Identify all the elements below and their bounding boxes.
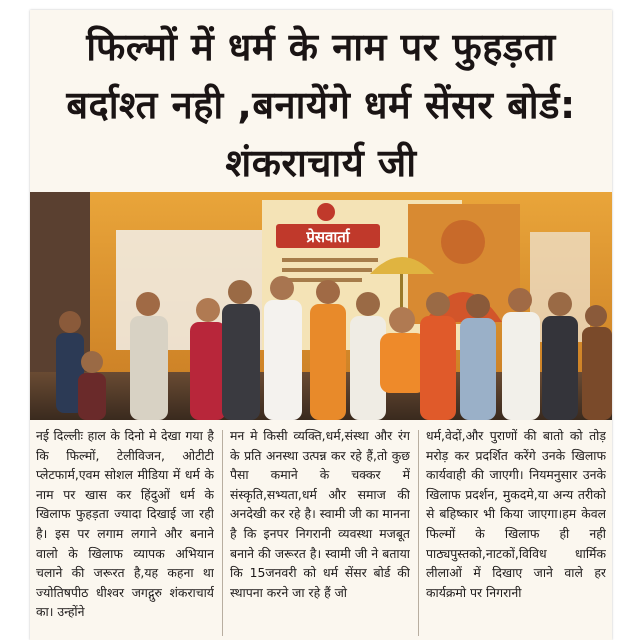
- column-divider: [222, 430, 223, 636]
- person: [78, 351, 106, 420]
- people-group: [56, 276, 612, 420]
- headline-line-3: शंकराचार्य जी: [225, 141, 417, 185]
- headline-line-1: फिल्मों में धर्म के नाम पर फुहड़ता: [86, 25, 556, 69]
- headline: [30, 10, 612, 192]
- column-3-text: धर्म,वेदों,और पुराणों की बातो को तोड़ मरोड़ कर प्रदर्शित करेंगे उनके खिलाफ कार्यवाही की जाएगी। नियमनुसार उनके खिलाफ प्रदर्शन, मुकदमे,या अन्य तरीको से बहिष्कार भी किया जाएगा।हम केवल फिल्मों के खिलाफ ही नही पाठ्यपुस्तको,नाटकों,विविध धार्मिक लीलाओं में दिखाए जाने वाले हर कार्यक्रमो पर निगरानी: [426, 428, 606, 600]
- banner-text-line: [282, 258, 378, 262]
- article-body: [30, 426, 612, 640]
- emblem-icon: [317, 203, 335, 221]
- column-divider: [418, 430, 419, 636]
- headline-line-2: बर्दाश्त नही ,बनायेंगे धर्म सेंसर बोर्ड:: [66, 83, 576, 127]
- article-column-1: [36, 426, 214, 640]
- photo-illustration: [30, 192, 612, 420]
- article-column-3: [426, 426, 606, 640]
- banner-text-line: [282, 278, 362, 282]
- banner-text-line: [282, 268, 372, 272]
- press-banner-label: प्रेसवार्ता: [306, 228, 350, 246]
- press-conference-photo: [30, 192, 612, 420]
- newspaper-clipping: [30, 10, 612, 640]
- article-column-2: [230, 426, 410, 640]
- column-2-text: मन मे किसी व्यक्ति,धर्म,संस्था और रंग के प्रति अनस्था उत्पन्न कर रहे हैं,तो कुछ पैसा कमाने के चक्कर में संस्कृति,सभ्यता,धर्म और समाज की अनदेखी कर रहे है। स्वामी जी का मानना है कि इनपर निगरानी व्यवस्था मजबूत बनाने की जरूरत है। स्वामी जी ने बताया कि 15जनवरी को धर्म सेंसर बोर्ड की स्थापना करने जा रहे हैं जो: [230, 428, 410, 600]
- portrait-face: [441, 220, 485, 264]
- column-1-text: नई दिल्लीः हाल के दिनो मे देखा गया है कि फिल्मों, टेलीविजन, ओटीटी प्लेटफार्म,एवम सोशल मीडिया में धर्म के नाम पर खास कर हिंदुओं धर्म के खिलाफ फुहड़ता ज्यादा दिखाई जा रही है। इस पर लगाम लगाने और बनाने वालो के खिलाफ व्यापक अभियान चलाने की जरूरत है,यह कहना था ज्योतिषपीठ धीश्वर जगद्गुरु शंकराचार्य का। उन्होंने: [36, 428, 214, 620]
